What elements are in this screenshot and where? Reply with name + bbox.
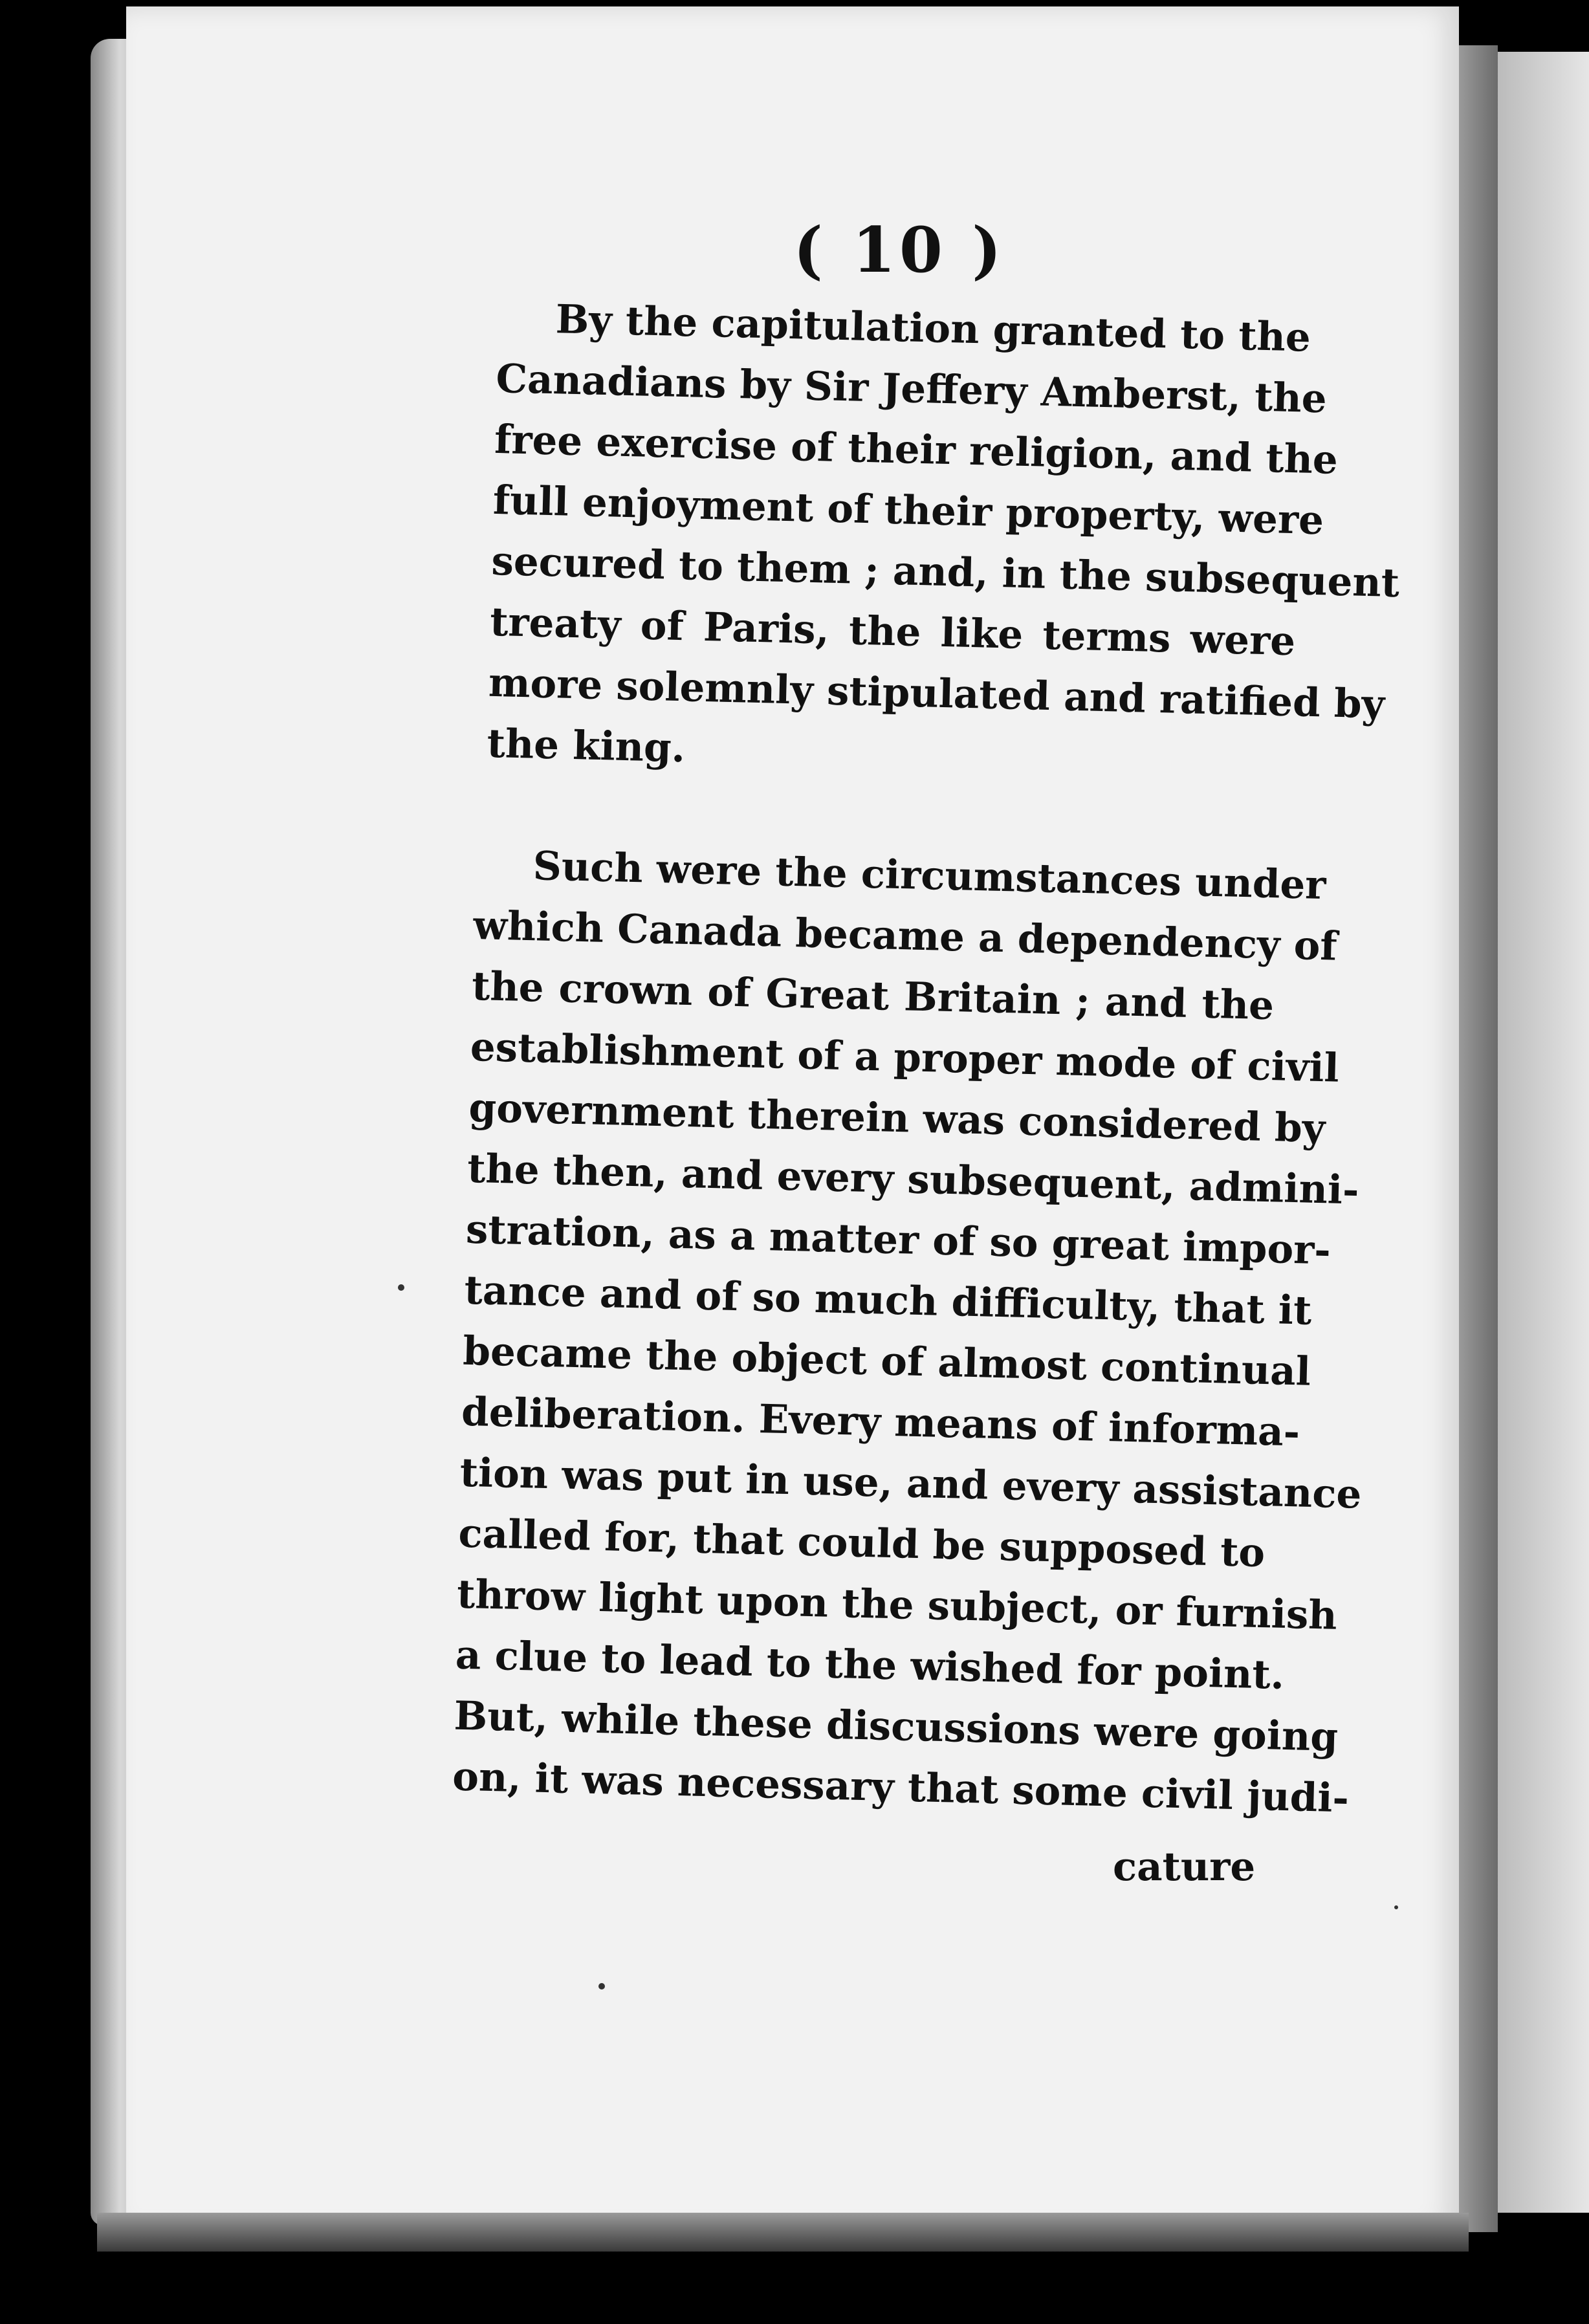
text-line: the king. xyxy=(486,720,686,772)
page-gutter-shadow xyxy=(1459,45,1498,2232)
ink-speck xyxy=(1394,1905,1398,1909)
page-bottom-edge xyxy=(97,2213,1469,2252)
text-line: government therein was considered by xyxy=(468,1084,1326,1152)
text-line: free exercise of their religion, and the xyxy=(494,416,1339,483)
text-line: throw light upon the subject, or furnish xyxy=(456,1571,1338,1639)
text-line: secured to them ; and, in the subsequent xyxy=(490,538,1400,607)
text-line: which Canada became a dependency of xyxy=(472,902,1338,970)
text-line: Such were the circumstances under xyxy=(532,843,1327,909)
paragraph-2 xyxy=(452,835,1363,1827)
facing-page-edge xyxy=(1498,52,1589,2213)
text-line: But, while these discussions were going xyxy=(453,1693,1339,1760)
text-line: stration, as a matter of so great impor- xyxy=(465,1206,1331,1274)
ink-speck xyxy=(598,1983,605,1990)
catchword: cature xyxy=(1113,1844,1256,1890)
text-line: the then, and every subsequent, admini- xyxy=(466,1145,1360,1214)
paragraph-1 xyxy=(486,288,1400,794)
text-line: on, it was necessary that some civil judi- xyxy=(452,1753,1350,1822)
text-line: became the object of almost continual xyxy=(462,1328,1311,1395)
text-line: tance and of so much difficulty, that it xyxy=(463,1267,1313,1334)
text-line: called for, that could be supposed to xyxy=(457,1510,1266,1577)
text-line: deliberation. Every means of informa- xyxy=(461,1388,1300,1456)
text-line: treaty of Paris, the like terms were xyxy=(489,598,1296,665)
ink-speck xyxy=(398,1284,404,1291)
text-line: tion was put in use, and every assistance xyxy=(459,1449,1363,1518)
text-line: a clue to lead to the wished for point. xyxy=(455,1632,1285,1698)
page-number: ( 10 ) xyxy=(793,214,1005,287)
text-line: Canadians by Sir Jeffery Amberst, the xyxy=(495,355,1328,422)
text-line: establishment of a proper mode of civil xyxy=(470,1024,1340,1091)
text-line: more solemnly stipulated and ratified by xyxy=(488,659,1385,728)
text-line: the crown of Great Britain ; and the xyxy=(471,963,1275,1029)
text-line: full enjoyment of their property, were xyxy=(492,477,1324,544)
text-line: By the capitulation granted to the xyxy=(554,296,1311,361)
